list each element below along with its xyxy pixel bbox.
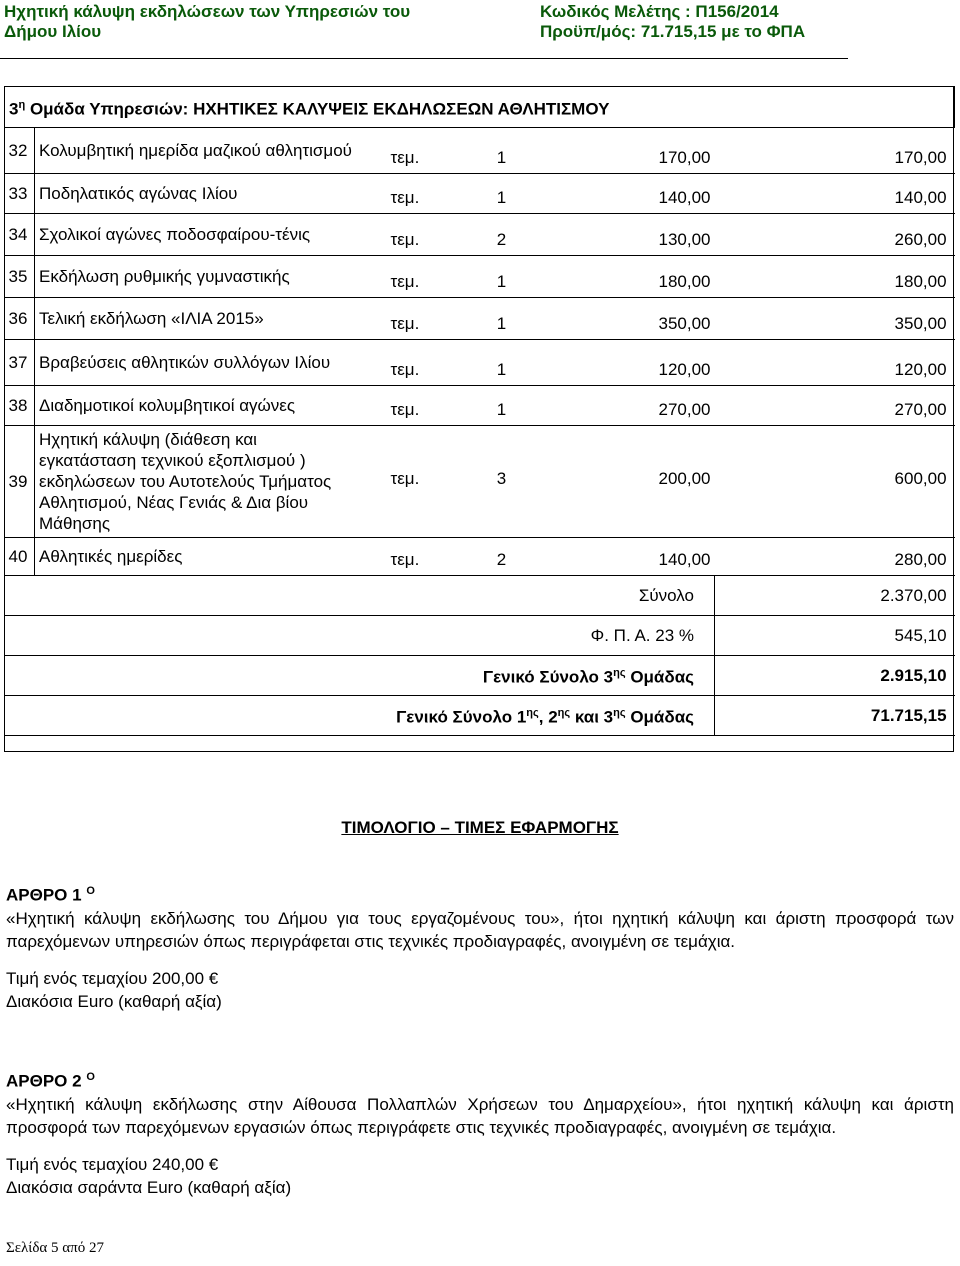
group-total-row-value: 2.915,10 bbox=[715, 656, 955, 696]
page-number: Σελίδα 5 από 27 bbox=[6, 1240, 104, 1256]
item-unit: τεμ. bbox=[387, 174, 467, 214]
header-title-line1: Ηχητική κάλυψη εκδηλώσεων των Υπηρεσιών του bbox=[4, 2, 411, 21]
item-unit: τεμ. bbox=[387, 538, 467, 576]
article-2-text: «Ηχητική κάλυψη εκδήλωσης στην Αίθουσα Πολλαπλών Χρήσεων του Δημαρχείου», ήτοι ηχητική κάλυψη και άριστη προσφορά των παρεχόμενων εργασιών όπως περιγράφετε στις τεχνικές προδιαγραφές, ανοιγμένη σε τεμάχια. bbox=[6, 1094, 954, 1137]
grand-total-row bbox=[5, 696, 955, 736]
item-quantity: 2 bbox=[467, 538, 537, 576]
article-1 bbox=[6, 880, 954, 1013]
subtotal-row-label: Σύνολο bbox=[5, 576, 715, 616]
header-budget: Προϋπ/μός: 71.715,15 με το ΦΠΑ bbox=[540, 22, 806, 41]
item-unit: τεμ. bbox=[387, 340, 467, 386]
item-description: Ηχητική κάλυψη (διάθεση και εγκατάσταση τεχνικού εξοπλισμού ) εκδηλώσεων του Αυτοτελούς Τμήματος Αθλητισμού, Νέας Γενιάς & Δια βίου Μάθησης bbox=[35, 426, 387, 538]
item-unit: τεμ. bbox=[387, 386, 467, 426]
item-row bbox=[5, 538, 955, 576]
group-heading-row bbox=[5, 87, 955, 128]
item-description: Αθλητικές ημερίδες bbox=[35, 538, 387, 576]
item-quantity: 2 bbox=[467, 214, 537, 256]
article-1-price-words: Διακόσια Euro (καθαρή αξία) bbox=[6, 991, 222, 1011]
item-quantity: 1 bbox=[467, 340, 537, 386]
item-total: 280,00 bbox=[715, 538, 955, 576]
item-total: 270,00 bbox=[715, 386, 955, 426]
item-number: 35 bbox=[5, 256, 35, 298]
item-total: 180,00 bbox=[715, 256, 955, 298]
item-unit-price: 130,00 bbox=[537, 214, 715, 256]
item-description: Σχολικοί αγώνες ποδοσφαίρου-τένις bbox=[35, 214, 387, 256]
article-2-price-words: Διακόσια σαράντα Euro (καθαρή αξία) bbox=[6, 1177, 292, 1197]
group-heading: $3^\eta$ Ομάδα Υπηρεσιών: ΗΧΗΤΙΚΕΣ ΚΑΛΥΨΕΙΣ ΕΚΔΗΛΩΣΕΩΝ ΑΘΛΗΤΙΣΜΟΥ bbox=[5, 87, 955, 128]
item-row bbox=[5, 386, 955, 426]
item-number: 33 bbox=[5, 174, 35, 214]
item-description: Βραβεύσεις αθλητικών συλλόγων Ιλίου bbox=[35, 340, 387, 386]
article-1-heading: ΑΡΘΡΟ 1 $^O$ bbox=[6, 885, 95, 905]
item-unit-price: 180,00 bbox=[537, 256, 715, 298]
item-unit: τεμ. bbox=[387, 128, 467, 174]
item-total: 350,00 bbox=[715, 298, 955, 340]
article-2 bbox=[6, 1066, 954, 1199]
item-unit-price: 350,00 bbox=[537, 298, 715, 340]
item-number: 32 bbox=[5, 128, 35, 174]
item-row bbox=[5, 128, 955, 174]
item-unit-price: 270,00 bbox=[537, 386, 715, 426]
item-total: 170,00 bbox=[715, 128, 955, 174]
item-row bbox=[5, 174, 955, 214]
item-unit: τεμ. bbox=[387, 426, 467, 538]
item-rows bbox=[5, 128, 955, 736]
item-total: 260,00 bbox=[715, 214, 955, 256]
item-quantity: 1 bbox=[467, 256, 537, 298]
item-description: Τελική εκδήλωση «ΙΛΙΑ 2015» bbox=[35, 298, 387, 340]
vat-row-label: Φ. Π. Α. 23 % bbox=[5, 616, 715, 656]
item-quantity: 1 bbox=[467, 128, 537, 174]
item-total: 120,00 bbox=[715, 340, 955, 386]
item-number: 36 bbox=[5, 298, 35, 340]
item-unit-price: 140,00 bbox=[537, 538, 715, 576]
price-list-title: ΤΙΜΟΛΟΓΙΟ – ΤΙΜΕΣ ΕΦΑΡΜΟΓΗΣ bbox=[341, 818, 619, 837]
grand-total-row-label: Γενικό Σύνολο $1^{\eta\varsigma}$, $2^{\eta\varsigma}$ και $3^{\eta\varsigma}$ Ομάδας bbox=[5, 696, 715, 736]
page-header bbox=[0, 0, 960, 64]
item-row bbox=[5, 256, 955, 298]
bid-table bbox=[4, 86, 955, 736]
subtotal-row-value: 2.370,00 bbox=[715, 576, 955, 616]
item-quantity: 3 bbox=[467, 426, 537, 538]
item-number: 40 bbox=[5, 538, 35, 576]
item-quantity: 1 bbox=[467, 386, 537, 426]
item-unit-price: 120,00 bbox=[537, 340, 715, 386]
group-total-row bbox=[5, 656, 955, 696]
item-quantity: 1 bbox=[467, 174, 537, 214]
item-unit-price: 140,00 bbox=[537, 174, 715, 214]
subtotal-row bbox=[5, 576, 955, 616]
item-description: Διαδημοτικοί κολυμβητικοί αγώνες bbox=[35, 386, 387, 426]
item-row bbox=[5, 426, 955, 538]
item-total: 600,00 bbox=[715, 426, 955, 538]
item-description: Εκδήλωση ρυθμικής γυμναστικής bbox=[35, 256, 387, 298]
item-description: Ποδηλατικός αγώνας Ιλίου bbox=[35, 174, 387, 214]
article-1-text: «Ηχητική κάλυψη εκδήλωσης του Δήμου για τους εργαζομένους του», ήτοι ηχητική κάλυψη και άριστη προσφορά των παρεχόμενων υπηρεσιών όπως περιγράφεται στις τεχνικές προδιαγραφές, ανοιγμένη σε τεμάχια. bbox=[6, 908, 954, 951]
item-row bbox=[5, 214, 955, 256]
item-row bbox=[5, 298, 955, 340]
item-description: Κολυμβητική ημερίδα μαζικού αθλητισμού bbox=[35, 128, 387, 174]
item-number: 37 bbox=[5, 340, 35, 386]
item-unit-price: 170,00 bbox=[537, 128, 715, 174]
item-unit: τεμ. bbox=[387, 256, 467, 298]
item-number: 34 bbox=[5, 214, 35, 256]
article-2-heading: ΑΡΘΡΟ 2 $^O$ bbox=[6, 1071, 95, 1091]
item-quantity: 1 bbox=[467, 298, 537, 340]
group-total-row-label: Γενικό Σύνολο $3^{\eta\varsigma}$ Ομάδας bbox=[5, 656, 715, 696]
item-unit: τεμ. bbox=[387, 214, 467, 256]
item-unit: τεμ. bbox=[387, 298, 467, 340]
header-study-code: Κωδικός Μελέτης : Π156/2014 bbox=[540, 2, 779, 21]
article-1-unit-price: Τιμή ενός τεμαχίου 200,00 € bbox=[6, 968, 219, 988]
item-number: 39 bbox=[5, 426, 35, 538]
item-unit-price: 200,00 bbox=[537, 426, 715, 538]
article-2-unit-price: Τιμή ενός τεμαχίου 240,00 € bbox=[6, 1154, 219, 1174]
item-number: 38 bbox=[5, 386, 35, 426]
vat-row-value: 545,10 bbox=[715, 616, 955, 656]
item-total: 140,00 bbox=[715, 174, 955, 214]
header-divider bbox=[0, 58, 848, 59]
item-row bbox=[5, 340, 955, 386]
grand-total-row-value: 71.715,15 bbox=[715, 696, 955, 736]
header-title-line2: Δήμου Ιλίου bbox=[4, 22, 102, 41]
vat-row bbox=[5, 616, 955, 656]
